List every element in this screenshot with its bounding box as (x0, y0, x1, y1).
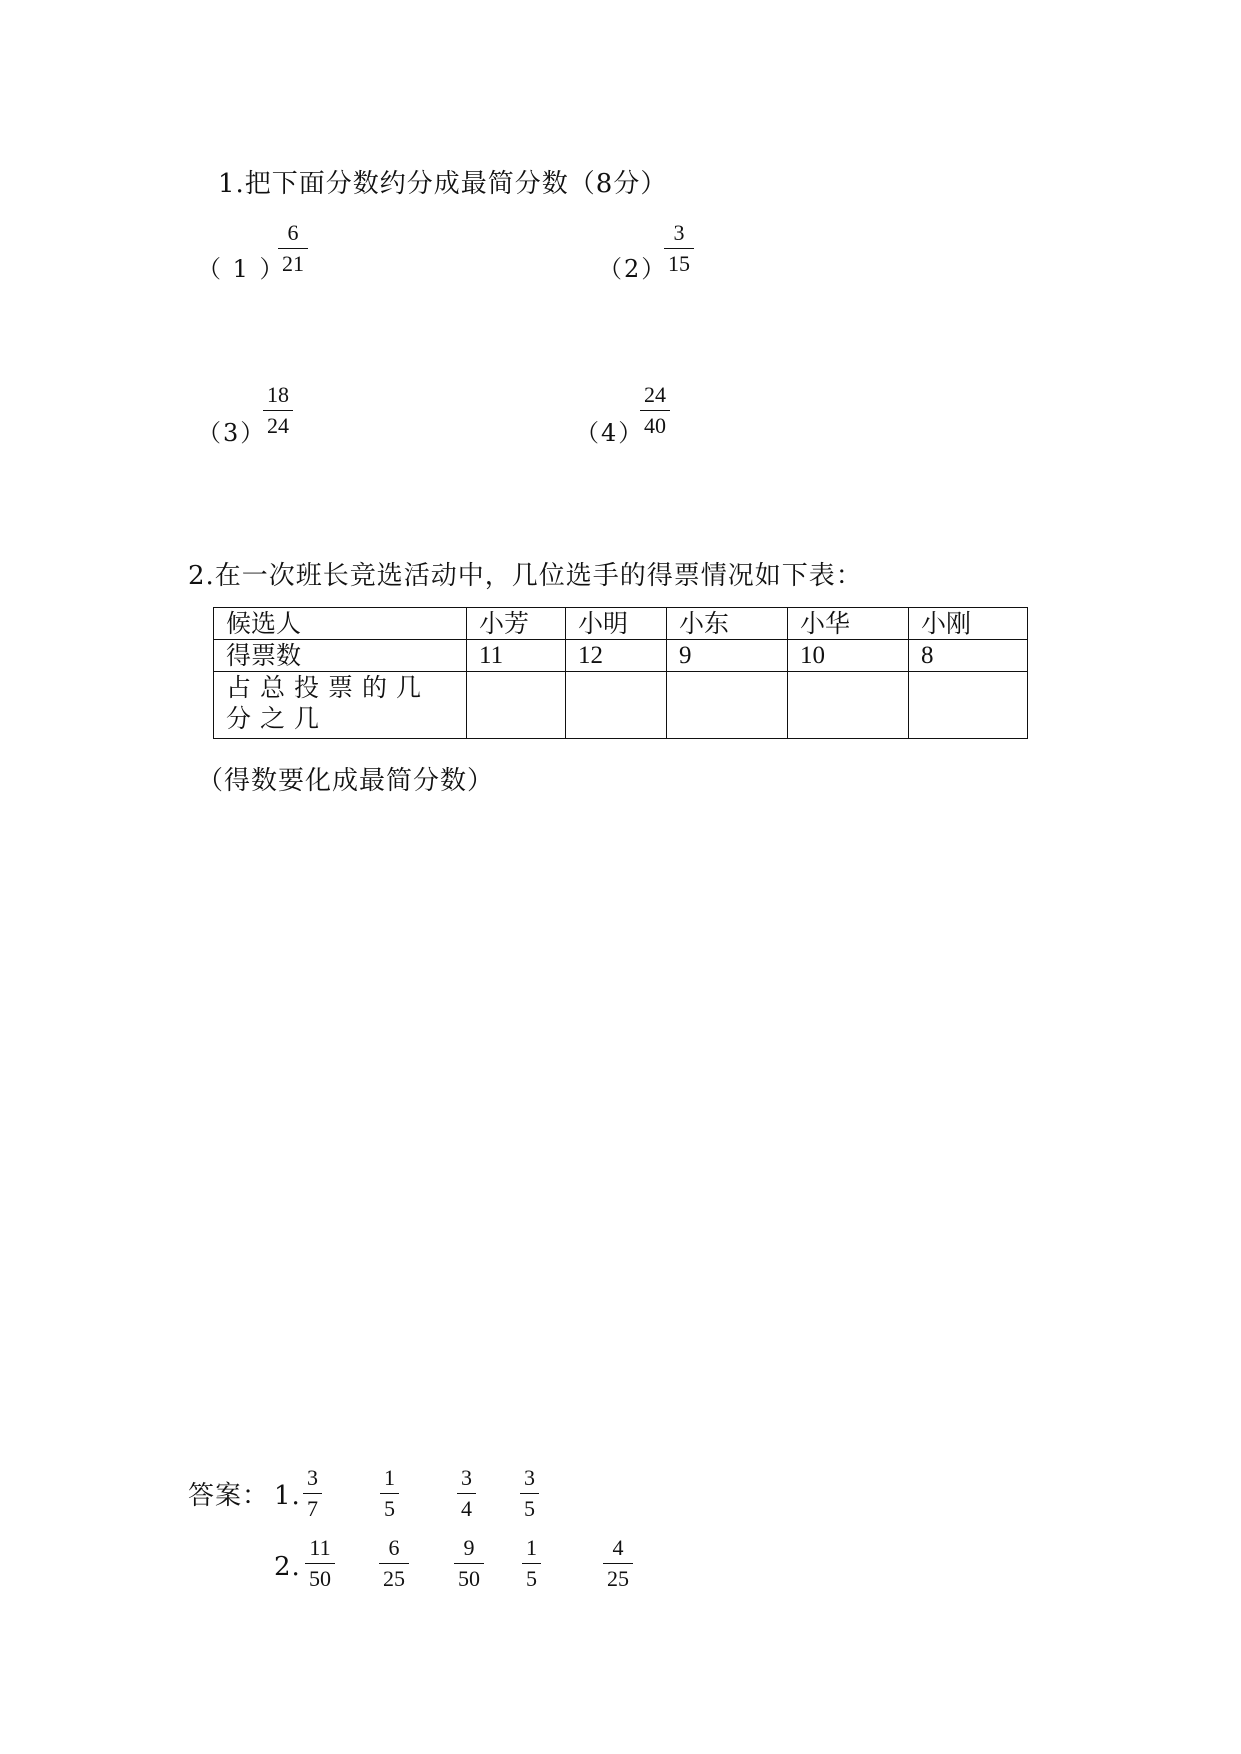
table-row-header (214, 608, 1028, 640)
item-1-denominator: 21 (282, 251, 304, 276)
answers-prefix: 答案： (188, 1481, 270, 1511)
answer-denominator: 5 (384, 1496, 395, 1521)
item-2-numerator: 3 (673, 220, 685, 245)
header-cell-xiaogang: 小刚 (909, 608, 1028, 640)
votes-cell: 9 (667, 640, 788, 672)
answer-denominator: 5 (526, 1566, 537, 1591)
item-3-label: （3） (197, 419, 267, 447)
item-2-label: （2） (598, 255, 668, 283)
answer-numerator: 1 (526, 1535, 537, 1560)
item-3-numerator: 18 (267, 382, 289, 407)
answer-numerator: 4 (612, 1535, 624, 1560)
fraction-answer-cell (467, 672, 566, 739)
item-1-label: （ 1 ） (197, 255, 286, 283)
answer-8-fraction (522, 1535, 541, 1592)
votes-label-cell: 得票数 (214, 640, 467, 672)
answer-5-fraction (305, 1535, 335, 1592)
answer-4-fraction (520, 1465, 539, 1522)
answer-numerator: 11 (309, 1535, 331, 1560)
item-4-label: （4） (575, 419, 645, 447)
answer-denominator: 50 (309, 1566, 331, 1591)
header-cell-xiaodong: 小东 (667, 608, 788, 640)
table-row-votes (214, 640, 1028, 672)
item-4-denominator: 40 (644, 413, 666, 438)
question-1-title: 1.把下面分数约分成最简分数（8分） (218, 169, 668, 199)
answer-numerator: 3 (524, 1465, 535, 1490)
answer-denominator: 25 (607, 1566, 629, 1591)
header-cell-xiaofang: 小芳 (467, 608, 566, 640)
fraction-answer-cell (788, 672, 909, 739)
answer-numerator: 6 (388, 1535, 400, 1560)
answer-numerator: 3 (461, 1465, 472, 1490)
answer-7-fraction (454, 1535, 484, 1592)
table-row-fraction (214, 672, 1028, 739)
votes-table (213, 607, 1028, 739)
answer-numerator: 3 (307, 1465, 318, 1490)
item-4-numerator: 24 (644, 382, 666, 407)
item-3-fraction (263, 382, 293, 439)
header-cell-xiaohua: 小华 (788, 608, 909, 640)
header-cell-xiaoming: 小明 (566, 608, 667, 640)
answer-denominator: 5 (524, 1496, 535, 1521)
votes-cell: 11 (467, 640, 566, 672)
answers-row-1-label: 1. (274, 1481, 301, 1511)
answer-2-fraction (380, 1465, 399, 1522)
fraction-answer-cell (566, 672, 667, 739)
answer-3-fraction (457, 1465, 476, 1522)
answer-denominator: 7 (307, 1496, 318, 1521)
answer-1-fraction (303, 1465, 322, 1522)
item-3-denominator: 24 (267, 413, 289, 438)
votes-cell: 10 (788, 640, 909, 672)
answer-denominator: 50 (458, 1566, 480, 1591)
item-2-denominator: 15 (668, 251, 690, 276)
item-1-fraction (278, 220, 308, 277)
answer-9-fraction (603, 1535, 633, 1592)
answers-row-2-label: 2. (274, 1552, 301, 1582)
item-4-fraction (640, 382, 670, 439)
item-1-numerator: 6 (287, 220, 299, 245)
answer-denominator: 4 (461, 1496, 472, 1521)
header-cell-candidate: 候选人 (214, 608, 467, 640)
question-2-title: 2.在一次班长竞选活动中，几位选手的得票情况如下表： (188, 561, 863, 591)
fraction-answer-cell (909, 672, 1028, 739)
fraction-label-cell: 占总投票的几分之几 (214, 672, 467, 739)
question-2-note: （得数要化成最简分数） (197, 766, 495, 796)
votes-cell: 8 (909, 640, 1028, 672)
answer-numerator: 1 (384, 1465, 395, 1490)
item-2-fraction (664, 220, 694, 277)
answer-denominator: 25 (383, 1566, 405, 1591)
answer-6-fraction (379, 1535, 409, 1592)
votes-cell: 12 (566, 640, 667, 672)
answer-numerator: 9 (463, 1535, 475, 1560)
fraction-answer-cell (667, 672, 788, 739)
